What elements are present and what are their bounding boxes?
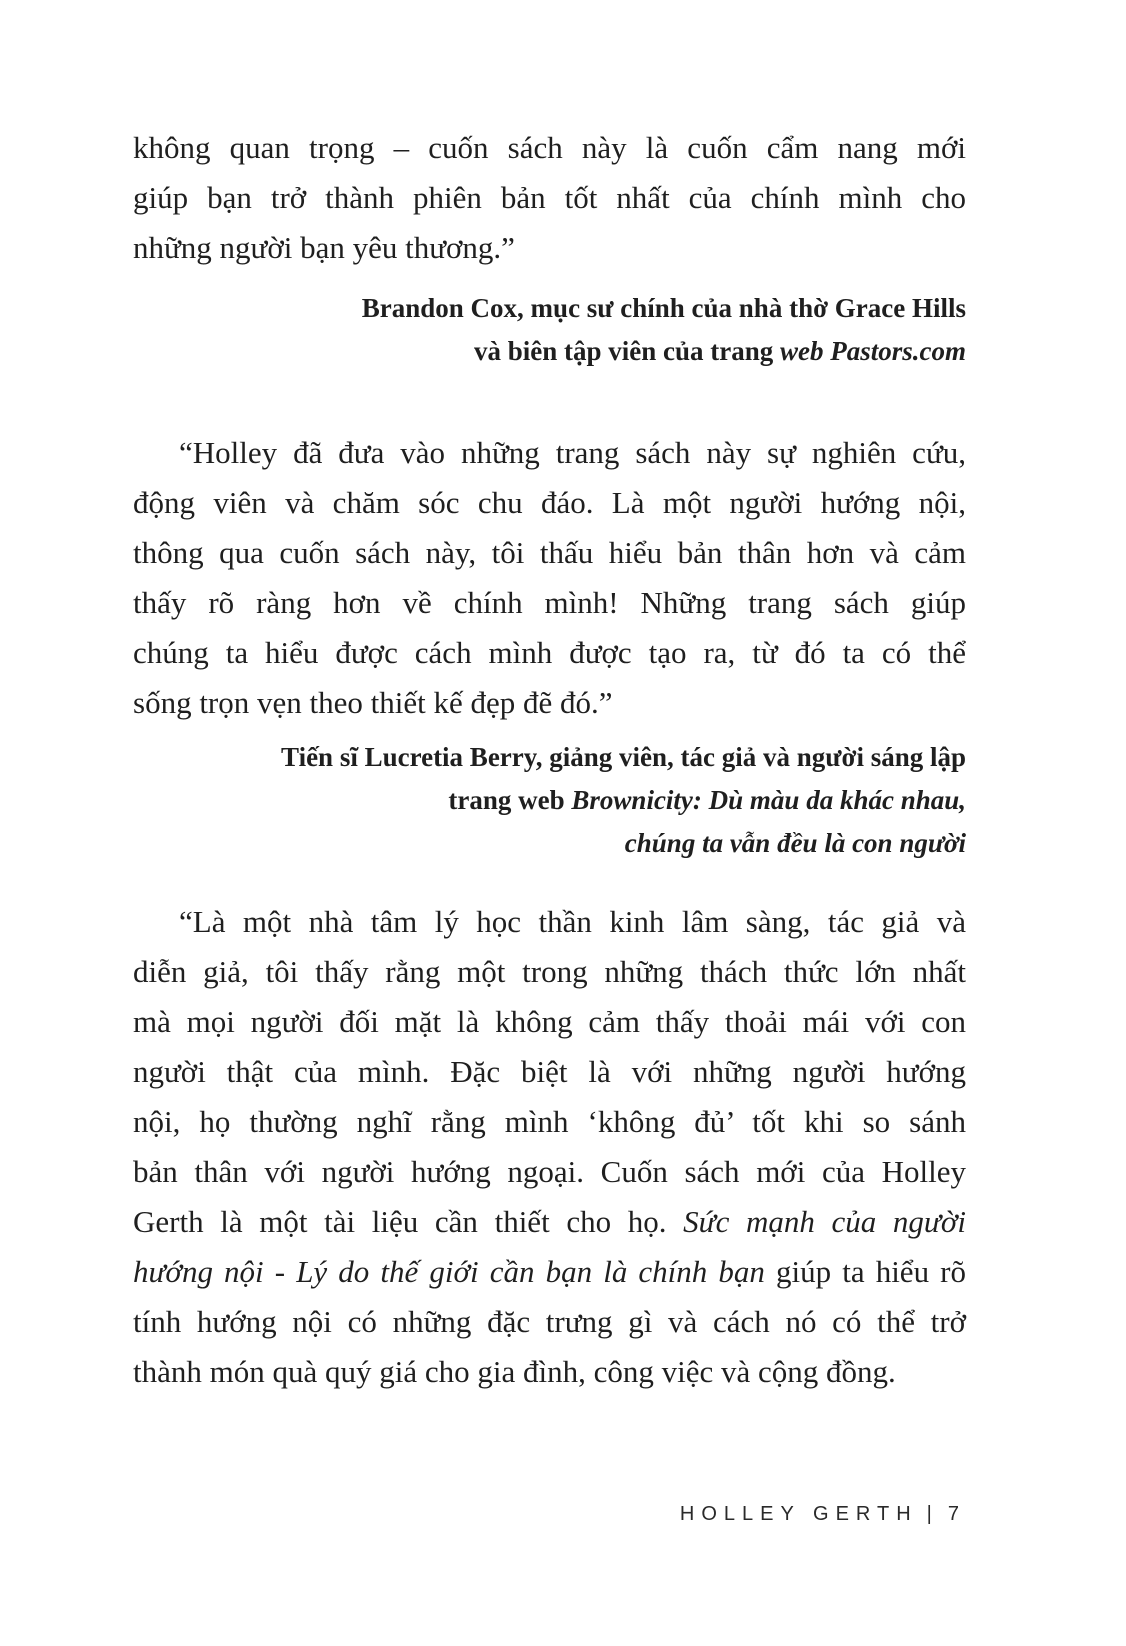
- text-line: [133, 779, 966, 822]
- text-line: [133, 528, 966, 578]
- text-segment: giúp bạn trở thành phiên bản tốt nhất của chính mình cho: [133, 180, 966, 215]
- text-segment: diễn giả, tôi thấy rằng một trong những thách thức lớn nhất: [133, 954, 966, 989]
- text-line: [133, 428, 966, 478]
- text-segment: “Là một nhà tâm lý học thần kinh lâm sàng, tác giả và: [179, 904, 966, 939]
- endorsement-quote-lucretia-berry: [133, 428, 966, 728]
- page-footer: [680, 1503, 966, 1526]
- text-line: [133, 1147, 966, 1197]
- text-segment: chúng ta hiểu được cách mình được tạo ra, từ đó ta có thể: [133, 635, 966, 670]
- text-segment: không quan trọng – cuốn sách này là cuốn cẩm nang mới: [133, 130, 966, 165]
- text-segment: thấy rõ ràng hơn về chính mình! Những trang sách giúp: [133, 585, 966, 620]
- text-line: [133, 628, 966, 678]
- text-line: [133, 330, 966, 373]
- text-segment: giúp ta hiểu rõ: [764, 1254, 966, 1289]
- italic-text-segment: web Pastors.com: [780, 336, 966, 366]
- text-line: [133, 173, 966, 223]
- text-line: [133, 1297, 966, 1347]
- attribution-lucretia-berry: [133, 736, 966, 865]
- text-segment: Brandon Cox, mục sư chính của nhà thờ Grace Hills: [361, 293, 966, 323]
- text-line: [133, 997, 966, 1047]
- footer-separator: |: [926, 1503, 939, 1525]
- text-segment: “Holley đã đưa vào những trang sách này sự nghiên cứu,: [179, 435, 966, 470]
- text-segment: thành món quà quý giá cho gia đình, công việc và cộng đồng.: [133, 1354, 896, 1389]
- running-head: HOLLEY GERTH: [679, 1503, 918, 1525]
- page-number: 7: [947, 1503, 966, 1525]
- text-line: [133, 1347, 966, 1397]
- text-line: [133, 1197, 966, 1247]
- text-segment: những người bạn yêu thương.”: [133, 230, 515, 265]
- text-line: [133, 287, 966, 330]
- text-segment: mà mọi người đối mặt là không cảm thấy thoải mái với con: [133, 1004, 966, 1039]
- italic-text-segment: hướng nội - Lý do thế giới cần bạn là chính bạn: [133, 1254, 765, 1289]
- text-segment: thông qua cuốn sách này, tôi thấu hiểu bản thân hơn và cảm: [133, 535, 966, 570]
- page-content: [133, 123, 966, 1397]
- italic-text-segment: Sức mạnh của người: [683, 1204, 966, 1239]
- text-segment: trang web: [448, 785, 572, 815]
- text-line: [133, 478, 966, 528]
- text-line: [133, 223, 966, 273]
- text-segment: tính hướng nội có những đặc trưng gì và cách nó có thể trở: [133, 1304, 966, 1339]
- text-segment: nội, họ thường nghĩ rằng mình ‘không đủ’ tốt khi so sánh: [133, 1104, 966, 1139]
- italic-text-segment: chúng ta vẫn đều là con người: [624, 828, 966, 858]
- text-line: [133, 897, 966, 947]
- text-segment: bản thân với người hướng ngoại. Cuốn sách mới của Holley: [133, 1154, 966, 1189]
- text-line: [133, 123, 966, 173]
- text-segment: Tiến sĩ Lucretia Berry, giảng viên, tác giả và người sáng lập: [281, 742, 966, 772]
- text-line: [133, 1047, 966, 1097]
- text-line: [133, 822, 966, 865]
- text-line: [133, 1097, 966, 1147]
- text-line: [133, 1247, 966, 1297]
- text-segment: động viên và chăm sóc chu đáo. Là một người hướng nội,: [133, 485, 966, 520]
- text-segment: Gerth là một tài liệu cần thiết cho họ.: [133, 1204, 684, 1239]
- endorsement-quote-neuropsychologist: [133, 897, 966, 1397]
- endorsement-quote-continuation: [133, 123, 966, 273]
- text-line: [133, 578, 966, 628]
- text-line: [133, 678, 966, 728]
- text-segment: sống trọn vẹn theo thiết kế đẹp đẽ đó.”: [133, 685, 613, 720]
- italic-text-segment: Brownicity: Dù màu da khác nhau,: [571, 785, 966, 815]
- attribution-brandon-cox: [133, 287, 966, 373]
- text-line: [133, 736, 966, 779]
- text-segment: người thật của mình. Đặc biệt là với những người hướng: [133, 1054, 966, 1089]
- text-line: [133, 947, 966, 997]
- text-segment: và biên tập viên của trang: [473, 336, 780, 366]
